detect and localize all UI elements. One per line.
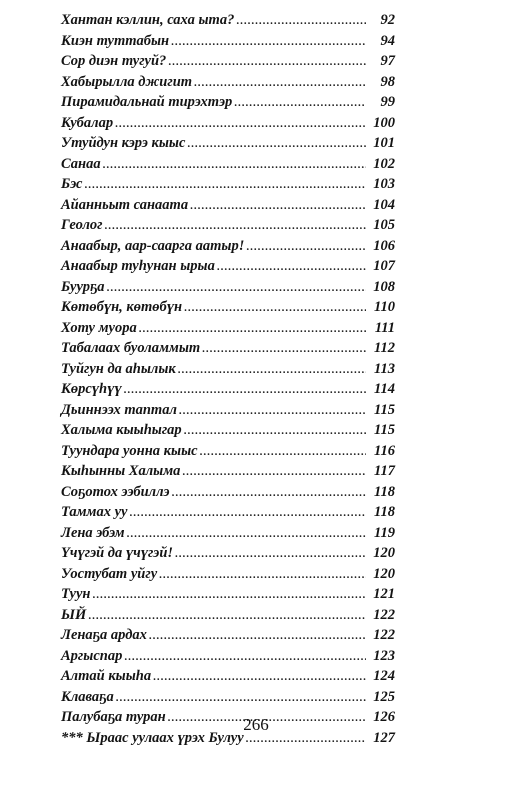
toc-entry-title: Таммах уу bbox=[61, 504, 128, 520]
dot-leader bbox=[139, 319, 366, 340]
dot-leader bbox=[202, 339, 366, 360]
toc-entry-title: Дьиннээх таптал bbox=[61, 401, 177, 418]
toc-entry bbox=[61, 72, 395, 93]
toc-entry bbox=[61, 133, 395, 154]
toc-entry bbox=[61, 215, 395, 236]
toc-entry bbox=[61, 502, 395, 523]
toc-entry-page: 104 bbox=[373, 196, 395, 213]
toc-entry-title: Туйгун да аһылык bbox=[61, 360, 176, 377]
dot-leader bbox=[200, 442, 366, 463]
toc-entry-page: 120 bbox=[373, 565, 395, 582]
toc-entry-page: 99 bbox=[380, 94, 395, 110]
toc-entry-page: 94 bbox=[380, 32, 395, 49]
toc-entry bbox=[61, 564, 395, 585]
dot-leader bbox=[175, 544, 366, 565]
dot-leader bbox=[153, 667, 366, 688]
toc-entry-page: 108 bbox=[373, 278, 395, 295]
toc-entry bbox=[61, 236, 395, 257]
dot-leader bbox=[84, 175, 366, 196]
toc-entry bbox=[61, 277, 395, 298]
dot-leader bbox=[103, 155, 366, 176]
dot-leader bbox=[92, 585, 366, 606]
toc-entry-page: 125 bbox=[373, 688, 395, 705]
dot-leader bbox=[115, 114, 366, 135]
toc-entry-title: Буурҕа bbox=[61, 278, 105, 295]
dot-leader bbox=[187, 134, 366, 155]
toc-entry-page: 112 bbox=[374, 340, 395, 356]
dot-leader bbox=[184, 421, 366, 442]
toc-entry-page: 119 bbox=[374, 524, 395, 541]
toc-entry-page: 124 bbox=[373, 668, 395, 684]
dot-leader bbox=[179, 401, 366, 422]
toc-entry-title: Клаваҕа bbox=[61, 688, 114, 705]
toc-entry bbox=[61, 113, 395, 134]
toc-entry-title: Киэн туттабын bbox=[61, 32, 170, 49]
toc-entry-title: Табалаах буоламмыт bbox=[61, 340, 201, 356]
toc-entry-title: Санаа bbox=[61, 155, 101, 172]
toc-entry-page: 92 bbox=[380, 12, 395, 28]
dot-leader bbox=[190, 196, 366, 217]
toc-entry-page: 106 bbox=[373, 237, 395, 254]
toc-entry-title: Анаабыр туһунан ырыа bbox=[61, 258, 215, 274]
toc-entry-title: Ленаҕа ардах bbox=[61, 627, 147, 643]
toc-entry bbox=[61, 646, 395, 667]
dot-leader bbox=[182, 462, 366, 483]
toc-entry-page: 113 bbox=[374, 360, 395, 377]
toc-entry-title: Хабырылла джигит bbox=[61, 73, 193, 90]
toc-entry bbox=[61, 584, 395, 605]
toc-entry-page: 123 bbox=[373, 647, 395, 664]
toc-entry-page: 103 bbox=[373, 176, 395, 192]
dot-leader bbox=[246, 237, 366, 258]
dot-leader bbox=[168, 52, 366, 73]
toc-entry-page: 107 bbox=[373, 258, 395, 274]
dot-leader bbox=[124, 380, 366, 401]
toc-entry bbox=[61, 154, 395, 175]
toc-entry-page: 100 bbox=[373, 114, 395, 131]
toc-entry bbox=[61, 543, 395, 564]
toc-entry-page: 97 bbox=[380, 53, 395, 69]
dot-leader bbox=[184, 298, 366, 319]
dot-leader bbox=[171, 32, 366, 53]
toc-entry-page: 118 bbox=[374, 504, 395, 520]
toc-entry-title: Хантан кэллин, саха ыта? bbox=[61, 12, 235, 28]
toc-entry bbox=[61, 523, 395, 544]
toc-entry bbox=[61, 441, 395, 462]
toc-entry bbox=[61, 605, 395, 626]
toc-entry-title: Айанньыт санаата bbox=[61, 196, 189, 213]
toc-entry-page: 102 bbox=[373, 155, 395, 172]
toc-entry bbox=[61, 379, 395, 400]
toc-entry-title: Үчүгэй да үчүгэй! bbox=[61, 545, 174, 561]
dot-leader bbox=[124, 647, 366, 668]
toc-entry-page: 110 bbox=[374, 299, 395, 315]
toc-entry-title: Анаабыр, аар-саарга аатыр! bbox=[61, 237, 245, 254]
toc-entry bbox=[61, 195, 395, 216]
dot-leader bbox=[172, 483, 366, 504]
toc-entry bbox=[61, 174, 395, 195]
dot-leader bbox=[194, 73, 366, 94]
toc-entry-title: Палубаҕа туран bbox=[61, 709, 166, 725]
toc-entry-title: Геолог bbox=[61, 217, 103, 233]
dot-leader bbox=[159, 565, 366, 586]
toc-entry-page: 122 bbox=[373, 606, 395, 623]
dot-leader bbox=[88, 606, 366, 627]
toc-entry-title: Халыма кыыһыгар bbox=[61, 422, 182, 438]
page-number: 266 bbox=[243, 715, 269, 734]
toc-entry-title: Кубалар bbox=[61, 114, 114, 131]
toc-entry bbox=[61, 461, 395, 482]
toc-entry-page: 111 bbox=[374, 319, 395, 336]
toc-entry-title: Аргыспар bbox=[61, 647, 123, 664]
dot-leader bbox=[217, 257, 366, 278]
toc-entry bbox=[61, 338, 395, 359]
dot-leader bbox=[149, 626, 366, 647]
toc-entry-page: 114 bbox=[374, 381, 395, 397]
toc-entry-page: 117 bbox=[374, 463, 395, 479]
toc-entry-page: 118 bbox=[374, 483, 395, 500]
dot-leader bbox=[127, 524, 366, 545]
toc-entry bbox=[61, 359, 395, 380]
toc-entry bbox=[61, 297, 395, 318]
toc-entry-title: Туундара уонна кыыс bbox=[61, 442, 198, 459]
toc-entry-title: ЫЙ bbox=[61, 606, 87, 623]
toc-entry-title: Пирамидальнай тирэхтэр bbox=[61, 94, 233, 110]
toc-entry-page: 105 bbox=[373, 217, 395, 233]
toc-entry-title: Көрсүһүү bbox=[61, 381, 122, 397]
toc-entry bbox=[61, 318, 395, 339]
toc-entry-page: 126 bbox=[373, 709, 395, 725]
dot-leader bbox=[236, 11, 366, 32]
toc-entry bbox=[61, 31, 395, 52]
toc-entry bbox=[61, 666, 395, 687]
toc-entry-title: Лена эбэм bbox=[61, 524, 125, 541]
toc-entry-title: Көтөбүн, көтөбүн bbox=[61, 299, 183, 315]
toc-entry bbox=[61, 687, 395, 708]
toc-entry-page: 120 bbox=[373, 545, 395, 561]
toc-entry-page: 122 bbox=[373, 627, 395, 643]
dot-leader bbox=[116, 688, 366, 709]
toc-entry bbox=[61, 51, 395, 72]
toc-entry-page: 98 bbox=[380, 73, 395, 90]
toc-entry-page: 116 bbox=[374, 442, 395, 459]
toc-entry-page: 115 bbox=[374, 401, 395, 418]
toc-entry bbox=[61, 92, 395, 113]
toc-entry-title: Кыһынны Халыма bbox=[61, 463, 181, 479]
dot-leader bbox=[107, 278, 366, 299]
toc-entry bbox=[61, 10, 395, 31]
toc-entry-title: Бэс bbox=[61, 176, 83, 192]
toc-entry bbox=[61, 256, 395, 277]
toc-entry bbox=[61, 420, 395, 441]
toc-entry-page: 127 bbox=[373, 729, 395, 746]
toc-entry-title: Уостубат уйгу bbox=[61, 565, 158, 582]
dot-leader bbox=[129, 503, 366, 524]
toc-entry-title: Утуйдун кэрэ кыыс bbox=[61, 135, 186, 151]
toc-entry bbox=[61, 625, 395, 646]
toc-entry-title: *** Ыраас уулаах үрэх Булуу bbox=[61, 729, 244, 746]
dot-leader bbox=[105, 216, 366, 237]
toc-entry-title: Алтай кыыһа bbox=[61, 668, 152, 684]
toc-entry-page: 121 bbox=[373, 586, 395, 602]
toc-entry-title: Туун bbox=[61, 586, 91, 602]
toc-entry-page: 115 bbox=[374, 422, 395, 438]
dot-leader bbox=[178, 360, 366, 381]
dot-leader bbox=[234, 93, 366, 114]
toc-entry bbox=[61, 400, 395, 421]
toc-entry-title: Сор диэн тугуй? bbox=[61, 53, 167, 69]
table-of-contents bbox=[61, 10, 395, 748]
toc-entry-title: Хоту муора bbox=[61, 319, 137, 336]
toc-entry bbox=[61, 482, 395, 503]
toc-entry-page: 101 bbox=[373, 135, 395, 151]
toc-entry-title: Соҕотох ээбиллэ bbox=[61, 483, 170, 500]
